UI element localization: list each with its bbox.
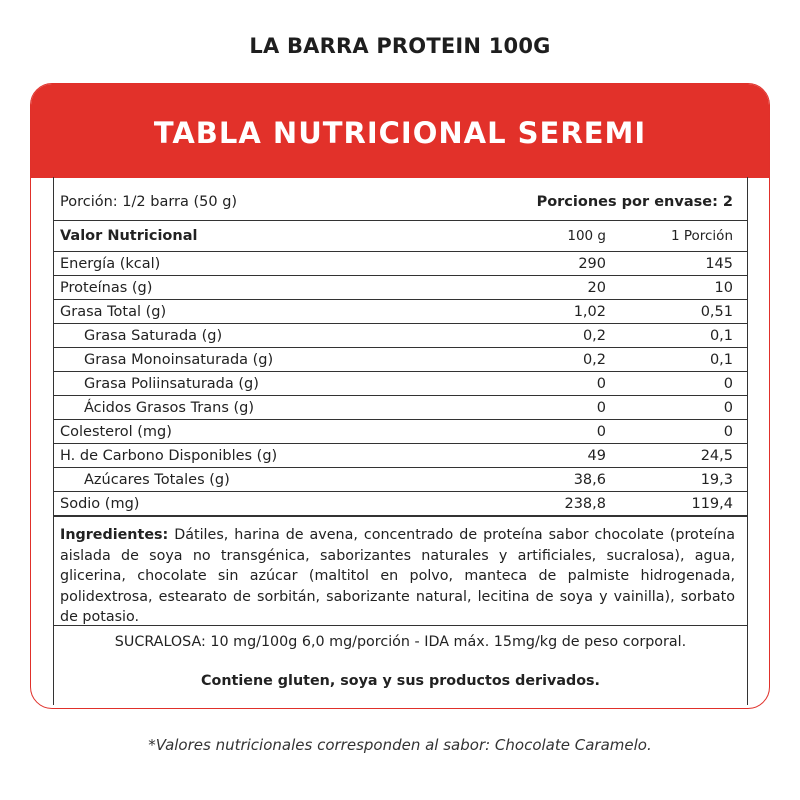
ingredients-label: Ingredientes: [60,527,169,543]
row-per-100g: 0,2 [466,348,618,372]
row-per-portion: 24,5 [618,444,747,468]
row-per-portion: 19,3 [618,468,747,492]
sucralosa-text: 10 mg/100g 6,0 mg/porción - IDA máx. 15mg/kg de peso corporal. [205,634,687,650]
table-row [54,324,747,348]
row-name: Grasa Total (g) [54,300,466,324]
row-per-100g: 38,6 [466,468,618,492]
product-title: LA BARRA PROTEIN 100G [249,34,551,58]
row-name: Grasa Saturada (g) [54,324,466,348]
row-name: Proteínas (g) [54,276,466,300]
ingredients-text: Dátiles, harina de avena, concentrado de proteína sabor chocolate (proteína aislada de soya no transgénica, saborizantes naturales y artificiales, sucralosa), agua, glicerina, chocolate sin azúcar (maltitol en polvo, manteca de palmiste hidrogenada, polidextrosa, estearato de sorbitán, saborizante natural, lecitina de soya y vainilla), sorbato de potasio. [60,527,735,625]
row-name: Colesterol (mg) [54,420,466,444]
banner [31,84,769,178]
header-per-portion: 1 Porción [618,221,747,252]
ingredients [54,521,747,626]
table-row [54,468,747,492]
row-per-portion: 0,1 [618,348,747,372]
row-per-portion: 119,4 [618,492,747,517]
table-row [54,276,747,300]
row-per-100g: 20 [466,276,618,300]
row-per-100g: 0 [466,372,618,396]
row-per-100g: 49 [466,444,618,468]
row-per-portion: 0,51 [618,300,747,324]
footnote: *Valores nutricionales corresponden al sabor: Chocolate Caramelo. [148,736,652,754]
row-per-portion: 0 [618,396,747,420]
table-header-row [54,221,747,252]
nutrition-table [54,221,747,517]
row-name: Sodio (mg) [54,492,466,517]
row-per-portion: 10 [618,276,747,300]
row-per-portion: 145 [618,252,747,276]
allergen-statement: Contiene gluten, soya y sus productos derivados. [201,673,600,689]
table-row [54,372,747,396]
row-name: Energía (kcal) [54,252,466,276]
row-per-100g: 1,02 [466,300,618,324]
table-row [54,444,747,468]
header-nutrient: Valor Nutricional [54,221,466,252]
row-per-100g: 290 [466,252,618,276]
row-per-100g: 238,8 [466,492,618,517]
row-per-100g: 0 [466,396,618,420]
sucralosa-label: SUCRALOSA: [114,634,206,650]
row-name: Grasa Monoinsaturada (g) [54,348,466,372]
nutrition-card [30,83,770,709]
portion-size: Porción: 1/2 barra (50 g) [60,193,238,210]
row-name: Ácidos Grasos Trans (g) [54,396,466,420]
banner-title: TABLA NUTRICIONAL SEREMI [153,116,647,150]
portions-per-pack: Porciones por envase: 2 [536,193,733,210]
table-row [54,396,747,420]
sucralosa-note [54,634,747,650]
header-per-100g: 100 g [466,221,618,252]
table-row [54,300,747,324]
row-per-100g: 0 [466,420,618,444]
row-name: Grasa Poliinsaturada (g) [54,372,466,396]
table-row [54,492,747,517]
row-name: Azúcares Totales (g) [54,468,466,492]
nutrition-panel [53,177,748,705]
table-row [54,252,747,276]
row-per-portion: 0 [618,372,747,396]
row-per-portion: 0,1 [618,324,747,348]
row-per-portion: 0 [618,420,747,444]
serving-row [54,177,747,221]
row-per-100g: 0,2 [466,324,618,348]
table-row [54,348,747,372]
row-name: H. de Carbono Disponibles (g) [54,444,466,468]
table-row [54,420,747,444]
